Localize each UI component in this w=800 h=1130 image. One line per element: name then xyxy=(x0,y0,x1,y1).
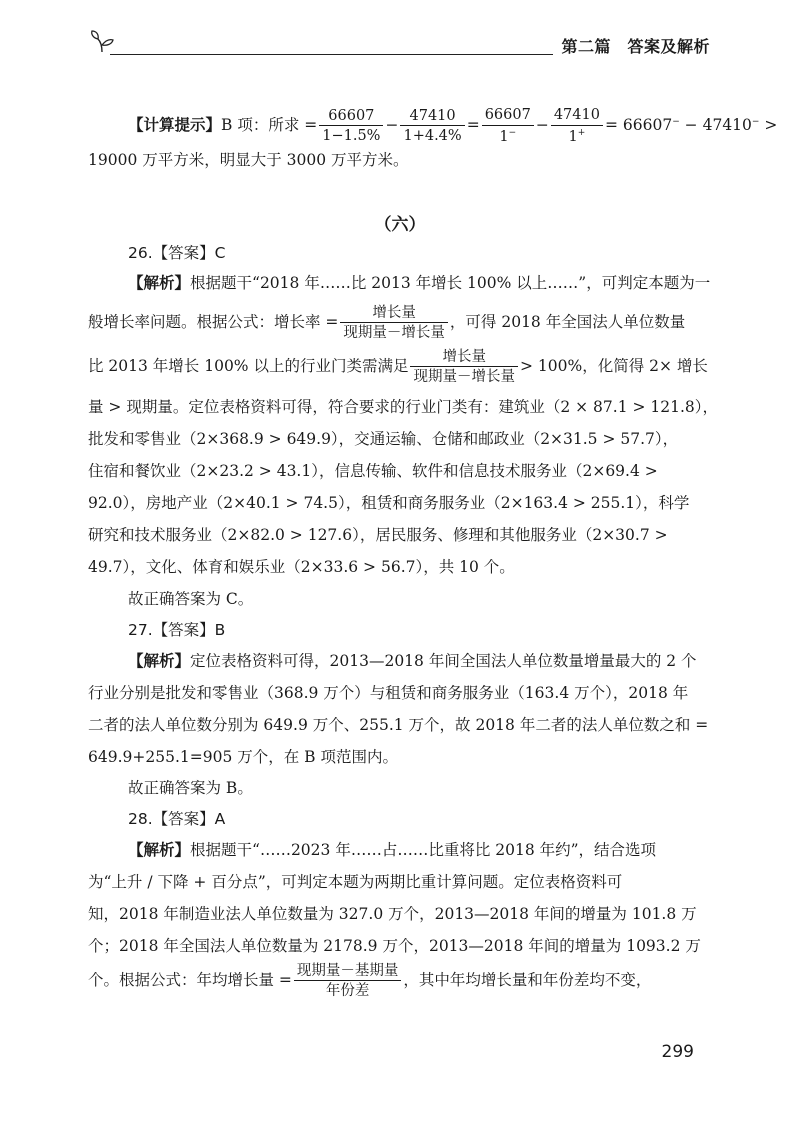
q28-answer xyxy=(128,807,700,831)
fraction-2-denominator: 1+4.4% xyxy=(403,128,462,145)
q28-line-5 xyxy=(88,960,700,1000)
leaf-sprout-icon xyxy=(88,28,116,56)
calc-tail-3: > xyxy=(759,116,778,135)
q26-analysis-label: 【解析】 xyxy=(128,274,191,292)
q28-answer-text: 28.【答案】A xyxy=(128,810,226,828)
q26-line-3 xyxy=(88,346,708,386)
q27-line-4: 649.9+255.1=905 万个，在 B 项范围内。 xyxy=(88,748,398,766)
fraction-1-denominator: 1−1.5% xyxy=(322,128,381,145)
page-header xyxy=(88,28,710,58)
fraction-3-numerator: 66607 xyxy=(482,108,534,126)
equals-sign: = xyxy=(466,116,480,135)
fraction-1 xyxy=(319,109,383,144)
condition-numerator: 增长量 xyxy=(410,350,518,368)
q26-line-1-text: 根据题干“2018 年……比 2013 年增长 100% 以上……”，可判定本题为一 xyxy=(190,274,711,292)
fraction-3-superscript: − xyxy=(508,127,517,138)
fraction-4-denominator-value: 1 xyxy=(568,128,578,145)
q27-line-1 xyxy=(128,649,700,673)
minus-sign-2: − xyxy=(535,116,549,135)
q28-line-1-text: 根据题干“……2023 年……占……比重将比 2018 年约”，结合选项 xyxy=(190,841,657,859)
annual-growth-fraction xyxy=(294,964,402,999)
q26-line-3-suffix: > 100%，化简得 2× 增长 xyxy=(519,357,708,375)
q27-answer xyxy=(128,618,700,642)
fraction-3-denominator xyxy=(482,126,534,144)
calc-hint-prefix: B 项：所求 = xyxy=(221,116,318,135)
calc-tail-sup-2: − xyxy=(751,117,760,127)
q27-line-1-text: 定位表格资料可得，2013—2018 年间全国法人单位数量增量最大的 2 个 xyxy=(190,652,697,670)
q26-line-1 xyxy=(128,271,711,295)
calc-hint-line-1 xyxy=(128,104,778,145)
q28-line-4: 个；2018 年全国法人单位数量为 2178.9 万个，2013—2018 年间的增量为 1093.2 万 xyxy=(88,937,701,955)
q26-line-5: 批发和零售业（2×368.9 > 649.9），交通运输、仓储和邮政业（2×31.5 > 57.7）， xyxy=(88,430,679,448)
q28-analysis-label: 【解析】 xyxy=(128,841,191,859)
q27-line-3: 二者的法人单位数分别为 649.9 万个、255.1 万个，故 2018 年二者的法人单位数之和 = xyxy=(88,716,709,734)
calc-tail-sup-1: − xyxy=(672,117,680,127)
q27-line-2: 行业分别是批发和零售业（368.9 万个）与租赁和商务服务业（163.4 万个），2018 年 xyxy=(88,684,689,702)
q28-line-1 xyxy=(128,838,700,862)
header-title: 第二篇 答案及解析 xyxy=(553,34,710,57)
fraction-3-denominator-value: 1 xyxy=(499,128,509,145)
q26-answer-text: 26.【答案】C xyxy=(128,244,226,262)
q26-line-3-prefix: 比 2013 年增长 100% 以上的行业门类需满足 xyxy=(88,357,409,375)
q26-line-6: 住宿和餐饮业（2×23.2 > 43.1），信息传输、软件和信息技术服务业（2×69.4 > xyxy=(88,462,658,480)
fraction-4 xyxy=(551,108,603,144)
q26-line-2 xyxy=(88,302,700,342)
q26-line-4: 量 > 现期量。定位表格资料可得，符合要求的行业门类有：建筑业（2 × 87.1 > 121.8）， xyxy=(88,398,719,416)
calc-hint-label: 【计算提示】 xyxy=(128,116,222,135)
fraction-1-numerator: 66607 xyxy=(319,109,383,127)
minus-sign: − xyxy=(385,116,399,135)
q27-conclusion: 故正确答案为 B。 xyxy=(128,779,253,797)
q26-line-7: 92.0），房地产业（2×40.1 > 74.5），租赁和商务服务业（2×163.4 > 255.1），科学 xyxy=(88,494,690,512)
q27-analysis-label: 【解析】 xyxy=(128,652,191,670)
q26-line-2-prefix: 般增长率问题。根据公式：增长率 = xyxy=(88,313,339,331)
annual-growth-denominator: 年份差 xyxy=(325,983,370,999)
annual-growth-numerator: 现期量－基期量 xyxy=(294,964,402,982)
q26-answer xyxy=(128,241,700,265)
q27-answer-text: 27.【答案】B xyxy=(128,621,226,639)
section-title: （六） xyxy=(374,215,426,235)
condition-denominator: 现期量－增长量 xyxy=(413,369,515,385)
fraction-4-denominator xyxy=(551,126,603,144)
q26-line-9: 49.7），文化、体育和娱乐业（2×33.6 > 56.7），共 10 个。 xyxy=(88,558,515,576)
calc-hint-line-2: 19000 万平方米，明显大于 3000 万平方米。 xyxy=(88,151,409,169)
fraction-4-numerator: 47410 xyxy=(551,108,603,126)
fraction-2 xyxy=(400,109,464,144)
growth-rate-fraction xyxy=(340,306,448,341)
growth-rate-numerator: 增长量 xyxy=(340,306,448,324)
fraction-2-numerator: 47410 xyxy=(400,109,464,127)
fraction-4-superscript: + xyxy=(577,127,586,138)
calc-tail: = 66607 xyxy=(604,116,673,135)
fraction-3 xyxy=(482,108,534,144)
q26-line-8: 研究和技术服务业（2×82.0 > 127.6），居民服务、修理和其他服务业（2×30.7 > xyxy=(88,526,668,544)
q28-line-5-suffix: ，其中年均增长量和年份差均不变， xyxy=(403,971,652,989)
growth-rate-denominator: 现期量－增长量 xyxy=(343,325,445,341)
q28-line-5-prefix: 个。根据公式：年均增长量 = xyxy=(88,971,292,989)
calc-tail-2: − 47410 xyxy=(679,116,752,135)
page-number: 299 xyxy=(661,1042,694,1062)
q26-conclusion: 故正确答案为 C。 xyxy=(128,590,254,608)
q26-line-2-suffix: ，可得 2018 年全国法人单位数量 xyxy=(449,313,686,331)
q28-line-2: 为“上升 / 下降 + 百分点”，可判定本题为两期比重计算问题。定位表格资料可 xyxy=(88,873,623,891)
condition-fraction xyxy=(410,350,518,385)
q28-line-3: 知，2018 年制造业法人单位数量为 327.0 万个，2013—2018 年间的增量为 101.8 万 xyxy=(88,905,697,923)
